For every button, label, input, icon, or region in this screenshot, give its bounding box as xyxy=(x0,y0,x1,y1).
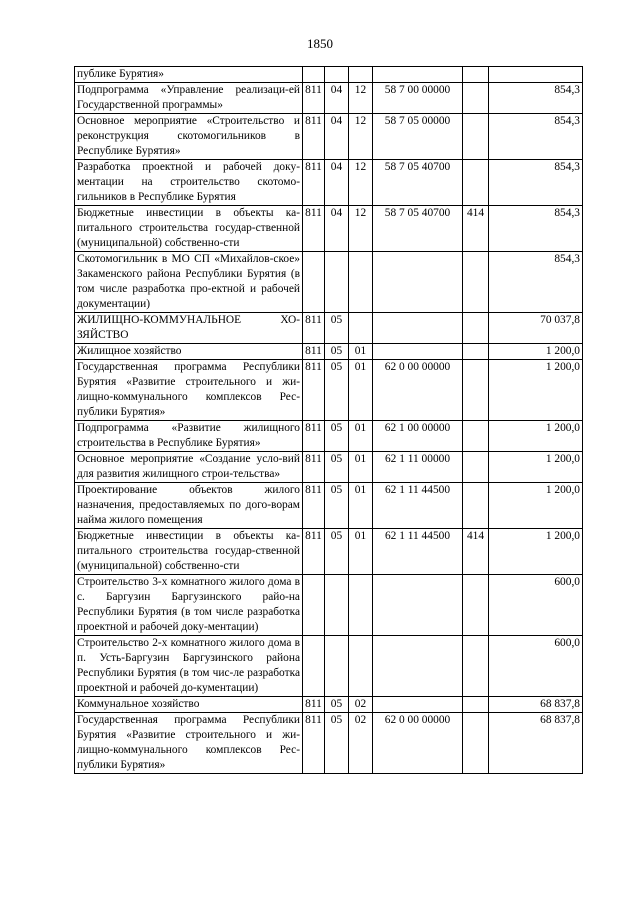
amount-cell: 68 837,8 xyxy=(489,713,583,774)
expense-name-cell: ЖИЛИЩНО-КОММУНАЛЬНОЕ ХО-ЗЯЙСТВО xyxy=(75,313,303,344)
target-article-cell: 62 1 11 44500 xyxy=(373,483,463,529)
section-code-cell: 05 xyxy=(325,713,349,774)
section-code-cell: 05 xyxy=(325,313,349,344)
grbs-code-cell: 811 xyxy=(303,83,325,114)
section-code-cell: 04 xyxy=(325,160,349,206)
target-article-cell xyxy=(373,252,463,313)
section-code-cell: 05 xyxy=(325,483,349,529)
expense-name-cell: Строительство 2-х комнатного жилого дома в п. Усть-Баргузин Баргузинского района Республики Бурятия (в том чис-ле разработка проектной и рабочей до-кументации) xyxy=(75,636,303,697)
subsection-code-cell: 01 xyxy=(349,452,373,483)
target-article-cell: 58 7 05 00000 xyxy=(373,114,463,160)
amount-cell: 70 037,8 xyxy=(489,313,583,344)
amount-cell: 1 200,0 xyxy=(489,421,583,452)
subsection-code-cell xyxy=(349,575,373,636)
table-row xyxy=(75,344,583,360)
expense-name-cell: Подпрограмма «Развитие жилищного строительства в Республике Бурятия» xyxy=(75,421,303,452)
expense-type-cell xyxy=(463,697,489,713)
subsection-code-cell: 12 xyxy=(349,114,373,160)
subsection-code-cell xyxy=(349,636,373,697)
grbs-code-cell: 811 xyxy=(303,206,325,252)
target-article-cell: 62 0 00 00000 xyxy=(373,360,463,421)
amount-cell: 854,3 xyxy=(489,206,583,252)
expense-name-cell: Бюджетные инвестиции в объекты ка-питального строительства государ-ственной (муниципальной) собственно-сти xyxy=(75,529,303,575)
target-article-cell xyxy=(373,313,463,344)
table-row xyxy=(75,160,583,206)
target-article-cell: 58 7 00 00000 xyxy=(373,83,463,114)
expense-name-cell: Бюджетные инвестиции в объекты ка-питального строительства государ-ственной (муниципальной) собственно-сти xyxy=(75,206,303,252)
target-article-cell xyxy=(373,697,463,713)
expense-type-cell xyxy=(463,67,489,83)
expense-name-cell: Проектирование объектов жилого назначения, предоставляемых по дого-ворам найма жилого помещения xyxy=(75,483,303,529)
subsection-code-cell: 12 xyxy=(349,83,373,114)
amount-cell: 600,0 xyxy=(489,575,583,636)
target-article-cell: 62 1 11 44500 xyxy=(373,529,463,575)
table-row xyxy=(75,697,583,713)
target-article-cell: 58 7 05 40700 xyxy=(373,206,463,252)
grbs-code-cell: 811 xyxy=(303,529,325,575)
amount-cell: 1 200,0 xyxy=(489,529,583,575)
grbs-code-cell: 811 xyxy=(303,483,325,529)
expense-type-cell xyxy=(463,421,489,452)
table-row xyxy=(75,421,583,452)
amount-cell: 1 200,0 xyxy=(489,452,583,483)
section-code-cell: 05 xyxy=(325,360,349,421)
amount-cell: 1 200,0 xyxy=(489,344,583,360)
subsection-code-cell: 01 xyxy=(349,360,373,421)
expense-name-cell: Государственная программа Республики Бурятия «Развитие строительного и жи-лищно-коммунального комплексов Рес-публики Бурятия» xyxy=(75,713,303,774)
expense-name-cell: Строительство 3-х комнатного жилого дома в с. Баргузин Баргузинского райо-на Республики Бурятия (в том числе разработка проектной и рабочей доку-ментации) xyxy=(75,575,303,636)
grbs-code-cell: 811 xyxy=(303,313,325,344)
expense-name-cell: Скотомогильник в МО СП «Михайлов-ское» Закаменского района Республики Бурятия (в том числе разработка про-ектной и рабочей документации) xyxy=(75,252,303,313)
table-row xyxy=(75,67,583,83)
section-code-cell: 04 xyxy=(325,83,349,114)
expense-type-cell xyxy=(463,344,489,360)
grbs-code-cell xyxy=(303,575,325,636)
section-code-cell: 04 xyxy=(325,206,349,252)
section-code-cell xyxy=(325,252,349,313)
expense-type-cell xyxy=(463,313,489,344)
table-row xyxy=(75,636,583,697)
expense-type-cell xyxy=(463,114,489,160)
target-article-cell: 62 1 11 00000 xyxy=(373,452,463,483)
amount-cell: 600,0 xyxy=(489,636,583,697)
table-row xyxy=(75,252,583,313)
target-article-cell: 62 1 00 00000 xyxy=(373,421,463,452)
grbs-code-cell: 811 xyxy=(303,713,325,774)
grbs-code-cell xyxy=(303,67,325,83)
grbs-code-cell: 811 xyxy=(303,421,325,452)
expense-type-cell xyxy=(463,483,489,529)
expense-type-cell xyxy=(463,575,489,636)
expense-type-cell xyxy=(463,252,489,313)
subsection-code-cell: 01 xyxy=(349,421,373,452)
amount-cell: 854,3 xyxy=(489,252,583,313)
section-code-cell: 04 xyxy=(325,114,349,160)
grbs-code-cell: 811 xyxy=(303,452,325,483)
section-code-cell: 05 xyxy=(325,452,349,483)
expense-name-cell: Жилищное хозяйство xyxy=(75,344,303,360)
section-code-cell: 05 xyxy=(325,421,349,452)
target-article-cell xyxy=(373,575,463,636)
expense-name-cell: публике Бурятия» xyxy=(75,67,303,83)
target-article-cell: 62 0 00 00000 xyxy=(373,713,463,774)
amount-cell: 1 200,0 xyxy=(489,483,583,529)
subsection-code-cell: 12 xyxy=(349,160,373,206)
subsection-code-cell: 02 xyxy=(349,697,373,713)
grbs-code-cell: 811 xyxy=(303,360,325,421)
amount-cell: 1 200,0 xyxy=(489,360,583,421)
table-row xyxy=(75,575,583,636)
expense-type-cell xyxy=(463,636,489,697)
table-row xyxy=(75,114,583,160)
target-article-cell xyxy=(373,636,463,697)
table-row xyxy=(75,529,583,575)
table-row xyxy=(75,713,583,774)
section-code-cell: 05 xyxy=(325,344,349,360)
section-code-cell xyxy=(325,67,349,83)
table-row xyxy=(75,313,583,344)
table-row xyxy=(75,83,583,114)
expense-name-cell: Подпрограмма «Управление реализаци-ей Государственной программы» xyxy=(75,83,303,114)
grbs-code-cell: 811 xyxy=(303,697,325,713)
expense-name-cell: Разработка проектной и рабочей доку-ментации на строительство скотомо-гильников в Республике Бурятия xyxy=(75,160,303,206)
budget-table xyxy=(74,66,583,774)
grbs-code-cell: 811 xyxy=(303,160,325,206)
subsection-code-cell xyxy=(349,252,373,313)
expense-type-cell xyxy=(463,713,489,774)
expense-name-cell: Основное мероприятие «Строительство и реконструкция скотомогильников в Республике Бурятия» xyxy=(75,114,303,160)
subsection-code-cell xyxy=(349,313,373,344)
expense-type-cell xyxy=(463,452,489,483)
section-code-cell xyxy=(325,575,349,636)
target-article-cell xyxy=(373,67,463,83)
expense-type-cell xyxy=(463,160,489,206)
section-code-cell: 05 xyxy=(325,697,349,713)
expense-name-cell: Коммунальное хозяйство xyxy=(75,697,303,713)
subsection-code-cell: 01 xyxy=(349,529,373,575)
amount-cell: 68 837,8 xyxy=(489,697,583,713)
amount-cell xyxy=(489,67,583,83)
amount-cell: 854,3 xyxy=(489,114,583,160)
subsection-code-cell: 01 xyxy=(349,483,373,529)
expense-name-cell: Основное мероприятие «Создание усло-вий для развития жилищного строи-тельства» xyxy=(75,452,303,483)
table-body xyxy=(75,67,583,774)
section-code-cell xyxy=(325,636,349,697)
target-article-cell: 58 7 05 40700 xyxy=(373,160,463,206)
table-row xyxy=(75,360,583,421)
amount-cell: 854,3 xyxy=(489,160,583,206)
expense-type-cell: 414 xyxy=(463,206,489,252)
table-row xyxy=(75,206,583,252)
target-article-cell xyxy=(373,344,463,360)
expense-name-cell: Государственная программа Республики Бурятия «Развитие строительного и жи-лищно-коммунального комплексов Рес-публики Бурятия» xyxy=(75,360,303,421)
subsection-code-cell xyxy=(349,67,373,83)
section-code-cell: 05 xyxy=(325,529,349,575)
expense-type-cell xyxy=(463,360,489,421)
grbs-code-cell xyxy=(303,252,325,313)
subsection-code-cell: 01 xyxy=(349,344,373,360)
page-number: 1850 xyxy=(307,36,333,51)
grbs-code-cell xyxy=(303,636,325,697)
amount-cell: 854,3 xyxy=(489,83,583,114)
expense-type-cell: 414 xyxy=(463,529,489,575)
expense-type-cell xyxy=(463,83,489,114)
subsection-code-cell: 02 xyxy=(349,713,373,774)
grbs-code-cell: 811 xyxy=(303,114,325,160)
table-row xyxy=(75,483,583,529)
table-row xyxy=(75,452,583,483)
grbs-code-cell: 811 xyxy=(303,344,325,360)
subsection-code-cell: 12 xyxy=(349,206,373,252)
